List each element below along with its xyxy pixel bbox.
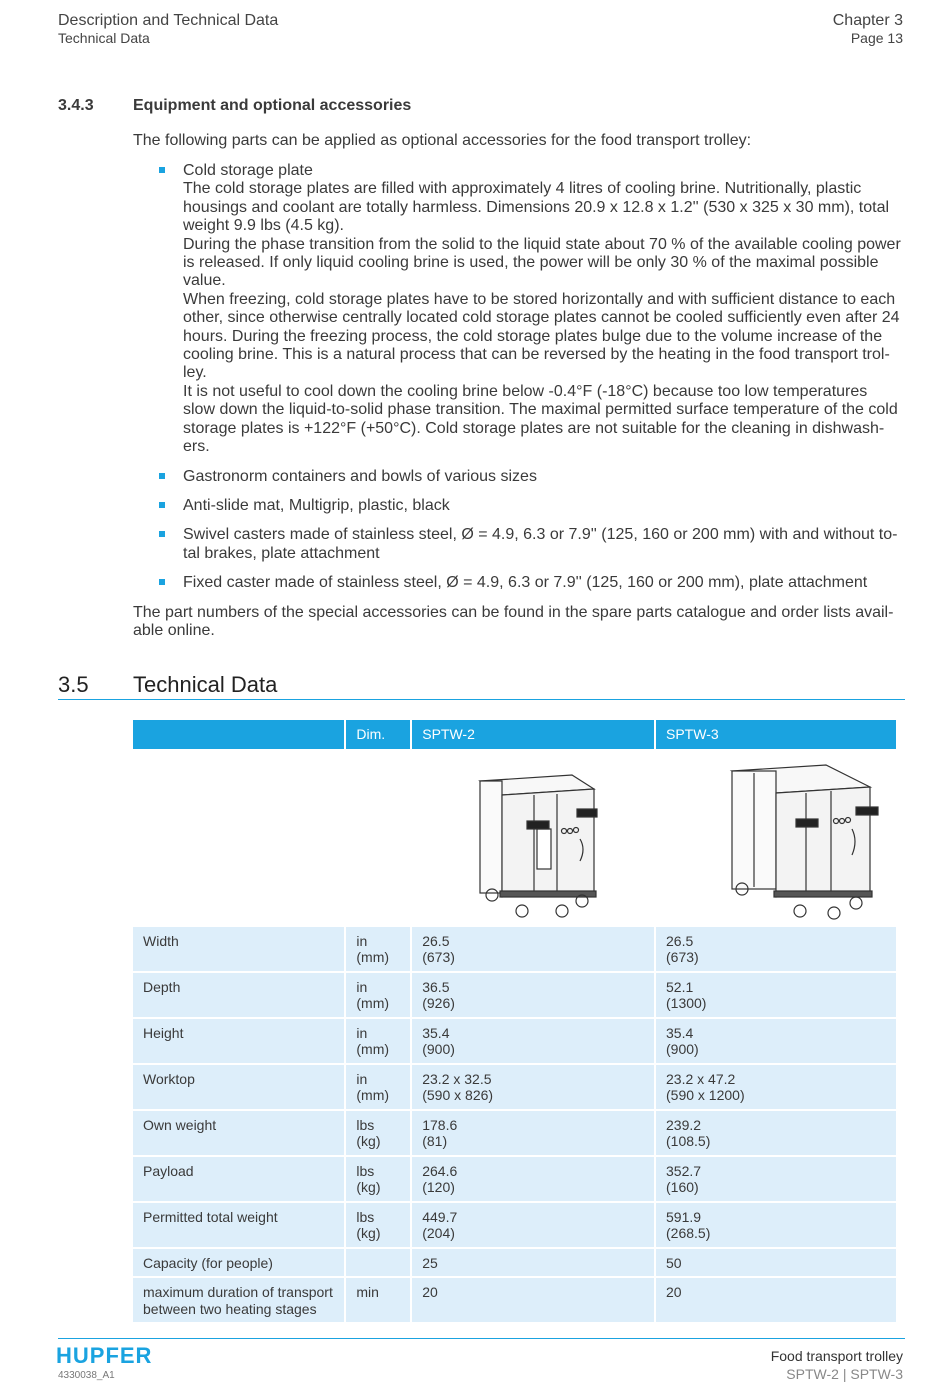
table-row xyxy=(133,1110,897,1156)
sptw3-value: 23.2 x 47.2 (590 x 1200) xyxy=(655,1064,897,1110)
sptw3-value: 352.7 (160) xyxy=(655,1156,897,1202)
section-title: Technical Data xyxy=(133,672,278,697)
trolley-sptw2-image xyxy=(412,751,634,921)
row-label: Own weight xyxy=(133,1110,345,1156)
dim-cell: lbs (kg) xyxy=(345,1202,411,1248)
row-label: maximum duration of transport between two heating stages xyxy=(133,1277,345,1323)
outro-paragraph: The part numbers of the special accessories can be found in the spare parts catalogue and order lists avail-able online. xyxy=(133,604,894,640)
dim-cell: in (mm) xyxy=(345,1018,411,1064)
heading-divider xyxy=(58,699,905,700)
table-row xyxy=(133,1277,897,1323)
bullet-square-icon xyxy=(159,502,165,508)
table-header-row xyxy=(133,720,897,750)
header-title: Description and Technical Data xyxy=(58,12,279,29)
model-names: SPTW-2 | SPTW-3 xyxy=(786,1366,903,1382)
document-number: 4330038_A1 xyxy=(58,1370,115,1381)
bullet-line: It is not useful to cool down the cooling brine below -0.4°F (-18°C) because too low temperatures slow down the liquid-to-solid phase transition. The maximal permitted surface temperature of the cold storage plates is +122°F (+50°C). Cold storage plates are not suitable for the cleaning in dishwash-ers. xyxy=(183,382,898,456)
sptw2-value: 178.6 (81) xyxy=(411,1110,655,1156)
column-header: SPTW-3 xyxy=(655,720,897,750)
bullet-square-icon xyxy=(159,579,165,585)
technical-data-table xyxy=(133,720,898,1324)
bullet-line: Gastronorm containers and bowls of various sizes xyxy=(183,467,537,485)
bullet-square-icon xyxy=(159,531,165,537)
section-number: 3.5 xyxy=(58,672,89,697)
list-item xyxy=(133,162,903,457)
bullet-line: Swivel casters made of stainless steel, Ø = 4.9, 6.3 or 7.9'' (125, 160 or 200 mm) with and without to-tal brakes, plate attachment xyxy=(183,526,898,562)
column-header: SPTW-2 xyxy=(411,720,655,750)
dim-cell: in (mm) xyxy=(345,972,411,1018)
table-row xyxy=(133,1156,897,1202)
bullet-line: Anti-slide mat, Multigrip, plastic, black xyxy=(183,496,450,514)
sptw2-value: 35.4 (900) xyxy=(411,1018,655,1064)
list-item xyxy=(133,497,903,515)
section-number: 3.4.3 xyxy=(58,97,94,114)
column-header xyxy=(133,720,345,750)
bullet-square-icon xyxy=(159,473,165,479)
sptw3-value: 591.9 (268.5) xyxy=(655,1202,897,1248)
intro-paragraph: The following parts can be applied as optional accessories for the food transport trolley: xyxy=(133,132,752,149)
section-heading-343 xyxy=(58,97,411,115)
table-row xyxy=(133,1248,897,1278)
row-label: Capacity (for people) xyxy=(133,1248,345,1278)
sptw2-value: 264.6 (120) xyxy=(411,1156,655,1202)
page-header-right xyxy=(833,12,903,47)
dim-cell: in (mm) xyxy=(345,926,411,972)
list-item xyxy=(133,468,903,486)
row-label: Depth xyxy=(133,972,345,1018)
section-title: Equipment and optional accessories xyxy=(133,97,412,114)
table-row xyxy=(133,1064,897,1110)
footer-right xyxy=(771,1347,903,1383)
dim-cell: in (mm) xyxy=(345,1064,411,1110)
table-row xyxy=(133,1202,897,1248)
hupfer-logo: HUPFER xyxy=(56,1343,153,1368)
sptw3-value: 35.4 (900) xyxy=(655,1018,897,1064)
column-header: Dim. xyxy=(345,720,411,750)
sptw2-value: 20 xyxy=(411,1277,655,1323)
sptw2-value: 23.2 x 32.5 (590 x 826) xyxy=(411,1064,655,1110)
sptw3-value: 26.5 (673) xyxy=(655,926,897,972)
page-header-left xyxy=(58,12,278,47)
bullet-line: During the phase transition from the solid to the liquid state about 70 % of the available cooling power is released. If only liquid cooling brine is used, the power will be only 30 % of the maximal possible value. xyxy=(183,235,901,290)
row-label: Worktop xyxy=(133,1064,345,1110)
row-label: Height xyxy=(133,1018,345,1064)
row-label: Permitted total weight xyxy=(133,1202,345,1248)
table-row xyxy=(133,972,897,1018)
bullet-line: The cold storage plates are filled with approximately 4 litres of cooling brine. Nutritionally, plastic housings and coolant are totally harmless. Dimensions 20.9 x 12.8 x 1.2'' (530 x 325 x 30 mm), total weight 9.9 lbs (4.5 kg). xyxy=(183,180,890,235)
dim-cell: lbs (kg) xyxy=(345,1110,411,1156)
page-number: Page 13 xyxy=(850,30,903,46)
sptw2-value: 26.5 (673) xyxy=(411,926,655,972)
product-name: Food transport trolley xyxy=(770,1348,903,1364)
sptw3-value: 239.2 (108.5) xyxy=(655,1110,897,1156)
bullet-line: Cold storage plate xyxy=(183,162,313,179)
row-label: Width xyxy=(133,926,345,972)
sptw2-value: 36.5 (926) xyxy=(411,972,655,1018)
list-item xyxy=(133,526,903,563)
header-subtitle: Technical Data xyxy=(58,30,150,46)
dim-cell xyxy=(345,1248,411,1278)
footer-divider xyxy=(58,1338,905,1339)
dim-cell: min xyxy=(345,1277,411,1323)
bullet-square-icon xyxy=(159,167,165,173)
row-label: Payload xyxy=(133,1156,345,1202)
sptw3-value: 52.1 (1300) xyxy=(655,972,897,1018)
bullet-line: When freezing, cold storage plates have to be stored horizontally and with sufficient distance to each other, since otherwise centrally located cold storage plates cannot be cooled sufficiently even after 24 hours. During the freezing process, the cold storage plates bulge due to the volume increase of the cooling brine. This is a natural process that can be reversed by the heating in the food transport trol-ley. xyxy=(183,290,900,382)
accessories-list xyxy=(133,162,903,604)
image-row xyxy=(133,750,897,926)
sptw2-value: 449.7 (204) xyxy=(411,1202,655,1248)
sptw2-value: 25 xyxy=(411,1248,655,1278)
trolley-sptw3-image xyxy=(656,751,896,921)
chapter-label: Chapter 3 xyxy=(832,12,903,29)
table-row xyxy=(133,926,897,972)
list-item xyxy=(133,574,903,592)
sptw3-value: 50 xyxy=(655,1248,897,1278)
bullet-line: Fixed caster made of stainless steel, Ø = 4.9, 6.3 or 7.9'' (125, 160 or 200 mm), plate attachment xyxy=(183,574,868,592)
section-heading-35 xyxy=(58,672,277,698)
dim-cell: lbs (kg) xyxy=(345,1156,411,1202)
sptw3-value: 20 xyxy=(655,1277,897,1323)
table-row xyxy=(133,1018,897,1064)
